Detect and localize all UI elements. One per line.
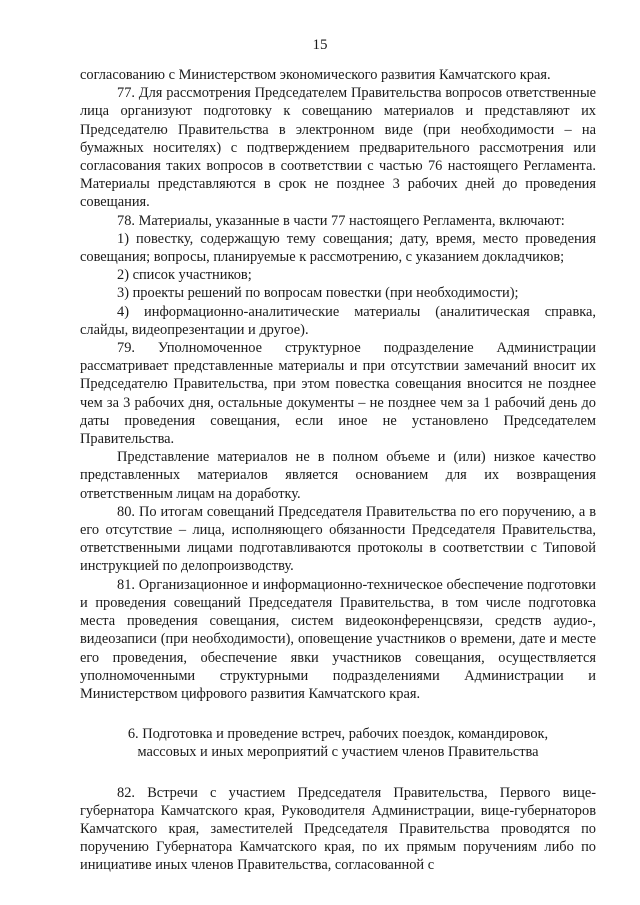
section-heading [80,725,596,761]
paragraph-continuation: согласованию с Министерством экономического развития Камчатского края. [80,67,551,83]
paragraph-81: 81. Организационное и информационно-техническое обеспечение подготовки и проведения совещаний Председателя Правительства, в том числе подготовка места проведения совещания, систем видеоконференцсвязи, средств аудио-, видеозаписи (при необходимости), оповещение участников о времени, дате и месте его проведения, обеспечение явки участников совещания, осуществляется уполномоченными структурными подразделениями Администрации и Министерством цифрового развития Камчатского края. [80,576,596,702]
paragraph-82: 82. Встречи с участием Председателя Правительства, Первого вице-губернатора Камчатского края, Руководителя Администрации, вице-губернаторов Камчатского края, заместителей Председателя Правительства проводятся по поручению Губернатора Камчатского края, по их прямым поручениям либо по инициативе иных членов Правительства, согласованной с [80,784,596,874]
document-body [80,66,596,875]
list-item-78-3: 3) проекты решений по вопросам повестки (при необходимости); [117,285,519,302]
paragraph-78: 78. Материалы, указанные в части 77 настоящего Регламента, включают: [117,212,565,229]
list-item-78-1: 1) повестку, содержащую тему совещания; дату, время, место проведения совещания; вопросы, планируемые к рассмотрению, с указанием докладчиков; [80,230,596,266]
list-item-78-4: 4) информационно-аналитические материалы (аналитическая справка, слайды, видеопрезентации и другое). [80,303,596,338]
paragraph-80: 80. По итогам совещаний Председателя Правительства по его поручению, а в его отсутствие – лица, исполняющего обязанности Председателя Правительства, ответственными лицами подготавливаются протоколы в соответствии с Типовой инструкцией по делопроизводству. [80,503,596,575]
paragraph-79: 79. Уполномоченное структурное подразделение Администрации рассматривает представленные материалы и при отсутствии замечаний вносит их Председателю Правительства, при этом повестка совещания вносится не позднее чем за 3 рабочих дня, остальные документы – не позднее чем за 1 рабочий день до даты проведения совещания, если иное не установлено Председателем Правительства. [80,340,596,448]
section-heading-line-2: массовых и иных мероприятий с участием членов Правительства [137,744,539,761]
list-item-78-2: 2) список участников; [117,267,252,284]
page-number: 15 [312,37,328,53]
paragraph-79-continued: Представление материалов не в полном объеме и (или) низкое качество представленных материалов является основанием для их возвращения ответственным лицам на доработку. [80,449,596,502]
paragraph-77: 77. Для рассмотрения Председателем Правительства вопросов ответственные лица организуют подготовку к совещанию материалов и представляют их Председателю Правительства в электронном виде (при необходимости – на бумажных носителях) с подтверждением предварительного рассмотрения или согласования таких вопросов в соответствии с частью 76 настоящего Регламента. Материалы представляются в срок не позднее 3 рабочих дней до проведения совещания. [80,85,596,211]
section-heading-line-1: 6. Подготовка и проведение встреч, рабочих поездок, командировок, [127,726,549,743]
